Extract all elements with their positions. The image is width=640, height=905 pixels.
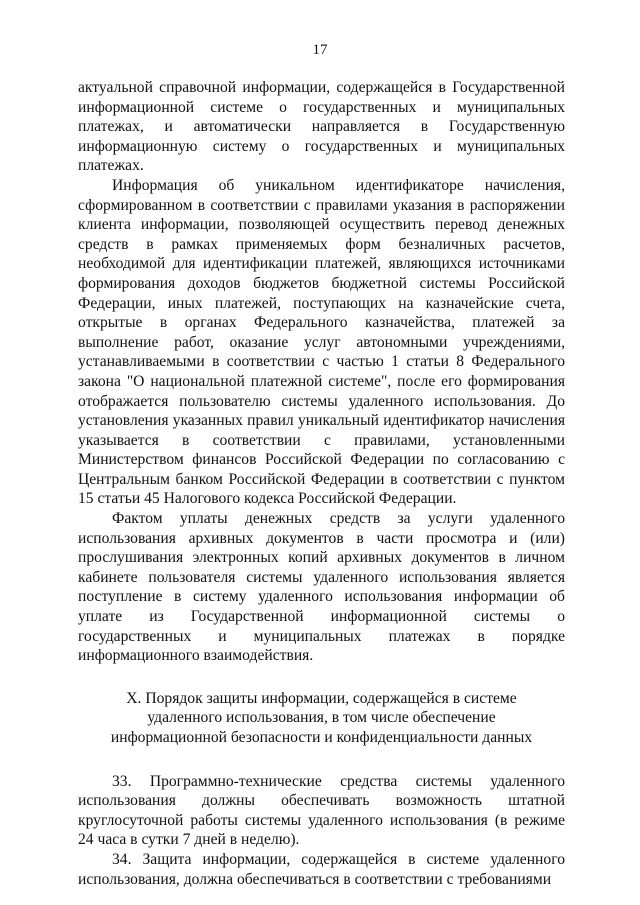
section-heading-line: X. Порядок защиты информации, содержащейся в системе <box>126 689 517 707</box>
section-heading <box>78 689 565 748</box>
paragraph-continuation: актуальной справочной информации, содержащейся в Государственной информационной системе о государственных и муниципальных платежах, и автоматически направляется в Государственную информационную систему о государственных и муниципальных платежах. <box>78 79 565 175</box>
paragraph-item-34: 34. Защита информации, содержащейся в системе удаленного использования, должна обеспечиваться в соответствии с требованиями <box>78 850 565 888</box>
paragraph-item-33: 33. Программно-технические средства системы удаленного использования должны обеспечивать возможность штатной круглосуточной работы системы удаленного использования (в режиме 24 часа в сутки 7 дней в неделю). <box>78 772 565 849</box>
paragraph-payment-fact: Фактом уплаты денежных средств за услуги удаленного использования архивных документов в части просмотра и (или) прослушивания электронных копий архивных документов в личном кабинете пользователя системы удаленного использования является поступление в систему удаленного использования информации об уплате из Государственной информационной системы о государственных и муниципальных платежах в порядке информационного взаимодействия. <box>78 510 565 665</box>
page-number: 17 <box>312 42 328 58</box>
section-heading-line: удаленного использования, в том числе обеспечение <box>147 709 496 727</box>
section-heading-line: информационной безопасности и конфиденциальности данных <box>110 729 533 746</box>
document-body <box>78 78 565 889</box>
paragraph-accrual-identifier: Информация об уникальном идентификаторе начисления, сформированном в соответствии с правилами указания в распоряжении клиента информации, позволяющей осуществить перевод денежных средств в рамках применяемых форм безналичных расчетов, необходимой для идентификации платежей, являющихся источниками формирования доходов бюджетов бюджетной системы Российской Федерации, иных платежей, поступающих на казначейские счета, открытые в органах Федерального казначейства, платежей за выполнение работ, оказание услуг автономными учреждениями, устанавливаемыми в соответствии с частью 1 статьи 8 Федерального закона "О национальной платежной системе", после его формирования отображается пользователю системы удаленного использования. До установления указанных правил уникальный идентификатор начисления указывается в соответствии с правилами, установленными Министерством финансов Российской Федерации по согласованию с Центральным банком Российской Федерации в соответствии с пунктом 15 статьи 45 Налогового кодекса Российской Федерации. <box>78 176 565 508</box>
